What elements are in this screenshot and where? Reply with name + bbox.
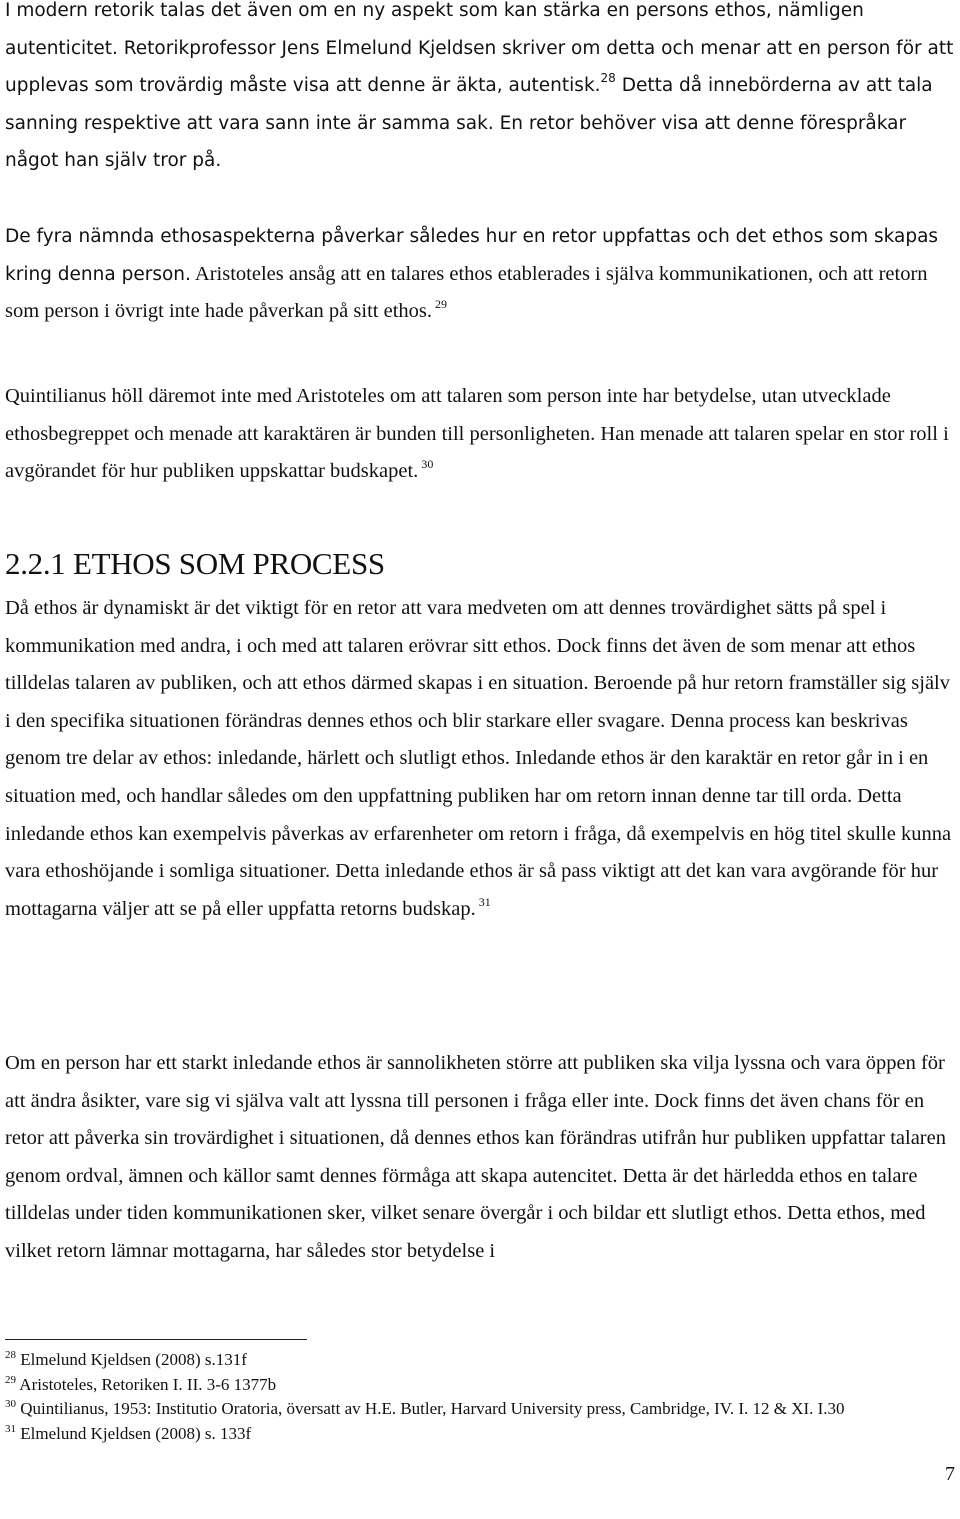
paragraph-strong-ethos	[5, 1045, 955, 1271]
footnote-29	[5, 1373, 955, 1398]
footnote-31	[5, 1422, 955, 1447]
paragraph-ethos-aspects	[5, 218, 955, 331]
footnote-text: Elmelund Kjeldsen (2008) s. 133f	[16, 1423, 252, 1443]
footnote-text: Elmelund Kjeldsen (2008) s.131f	[16, 1350, 247, 1369]
footnote-number: 31	[5, 1422, 16, 1435]
footnote-text: Quintilianus, 1953: Institutio Oratoria, översatt av H.E. Butler, Harvard University press, Cambridge, IV. I. 12 & XI. I.30	[16, 1399, 845, 1418]
paragraph-quintilianus	[5, 378, 955, 491]
footnote-ref-29: 29	[432, 297, 447, 312]
footnote-30	[5, 1397, 955, 1422]
footnote-divider	[5, 1339, 307, 1340]
footnote-ref-30: 30	[418, 457, 434, 472]
section-heading: 2.2.1 ETHOS SOM PROCESS	[5, 546, 385, 581]
footnote-text: Aristoteles, Retoriken I. II. 3-6 1377b	[16, 1374, 277, 1394]
footnote-ref-28: 28	[600, 71, 616, 86]
paragraph-text: Detta då innebörderna av att tala sanning respektive att vara sann inte är samma sak. En retor behöver visa att denne förespråkar något han själv tror på.	[5, 75, 933, 172]
footnote-number: 30	[5, 1398, 16, 1410]
paragraph-text: Då ethos är dynamiskt är det viktigt för en retor att vara medveten om att dennes trovärdighet sätts på spel i kommunikation med andra, i och med att talaren erövrar sitt ethos. Dock finns det även de som menar att ethos tilldelas talaren av publiken, och att ethos därmed skapas i en situation. Beroende på hur retorn framställer sig själv i den specifika situationen förändras dennes ethos och blir starkare eller svagare. Denna process kan beskrivas genom tre delar av ethos: inledande, härlett och slutligt ethos. Inledande ethos är den karaktär en retor går in i en situation med, och handlar således om den uppfattning publiken har om retorn innan denne tar till orda. Detta inledande ethos kan exempelvis påverkas av erfarenheter om retorn i fråga, då exempelvis en hög titel skulle kunna vara ethoshöjande i somliga situationer. Detta inledande ethos är så pass viktigt att det kan vara avgörande för hur mottagarna väljer att se på eller uppfatta retorns budskap.	[5, 597, 952, 920]
paragraph-text: Aristoteles ansåg att en talares ethos etablerades i själva kommunikationen, och att retorn som person i övrigt inte hade påverkan på sitt ethos.	[5, 262, 928, 323]
page-number: 7	[945, 1463, 955, 1485]
footnote-number: 29	[5, 1373, 16, 1386]
paragraph-ethos-process	[5, 590, 955, 928]
paragraph-authenticity	[5, 0, 955, 180]
footnotes	[5, 1348, 955, 1446]
paragraph-text: Om en person har ett starkt inledande ethos är sannolikheten större att publiken ska vilja lyssna och vara öppen för att ändra åsikter, vare sig vi själva valt att lyssna till personen i fråga eller inte. Dock finns det även chans för en retor att påverka sin trovärdighet i situationen, då dennes ethos kan förändras utifrån hur publiken uppfattar talaren genom ordval, ämnen och källor samt dennes förmåga att skapa autencitet. Detta är det härledda ethos en talare tilldelas under tiden kommunikationen sker, vilket senare övergår i och bildar ett slutligt ethos. Detta ethos, med vilket retorn lämnar mottagarna, har således stor betydelse i	[5, 1052, 946, 1262]
paragraph-text: De fyra nämnda ethosaspekterna påverkar således hur en retor uppfattas och det ethos som skapas kring denna person.	[5, 226, 939, 285]
paragraph-text: I modern retorik talas det även om en ny aspekt som kan stärka en persons ethos, nämligen autenticitet. Retorikprofessor Jens Elmelund Kjeldsen skriver om detta och menar att en person för att upplevas som trovärdig måste visa att denne är äkta, autentisk.	[5, 0, 954, 97]
footnote-28	[5, 1348, 955, 1373]
paragraph-text: Quintilianus höll däremot inte med Aristoteles om att talaren som person inte har betydelse, utan utvecklade ethosbegreppet och menade att karaktären är bunden till personligheten. Han menade att talaren spelar en stor roll i avgörandet för hur publiken uppskattar budskapet.	[5, 385, 949, 483]
footnote-ref-31: 31	[475, 894, 491, 909]
footnote-number: 28	[5, 1349, 16, 1361]
